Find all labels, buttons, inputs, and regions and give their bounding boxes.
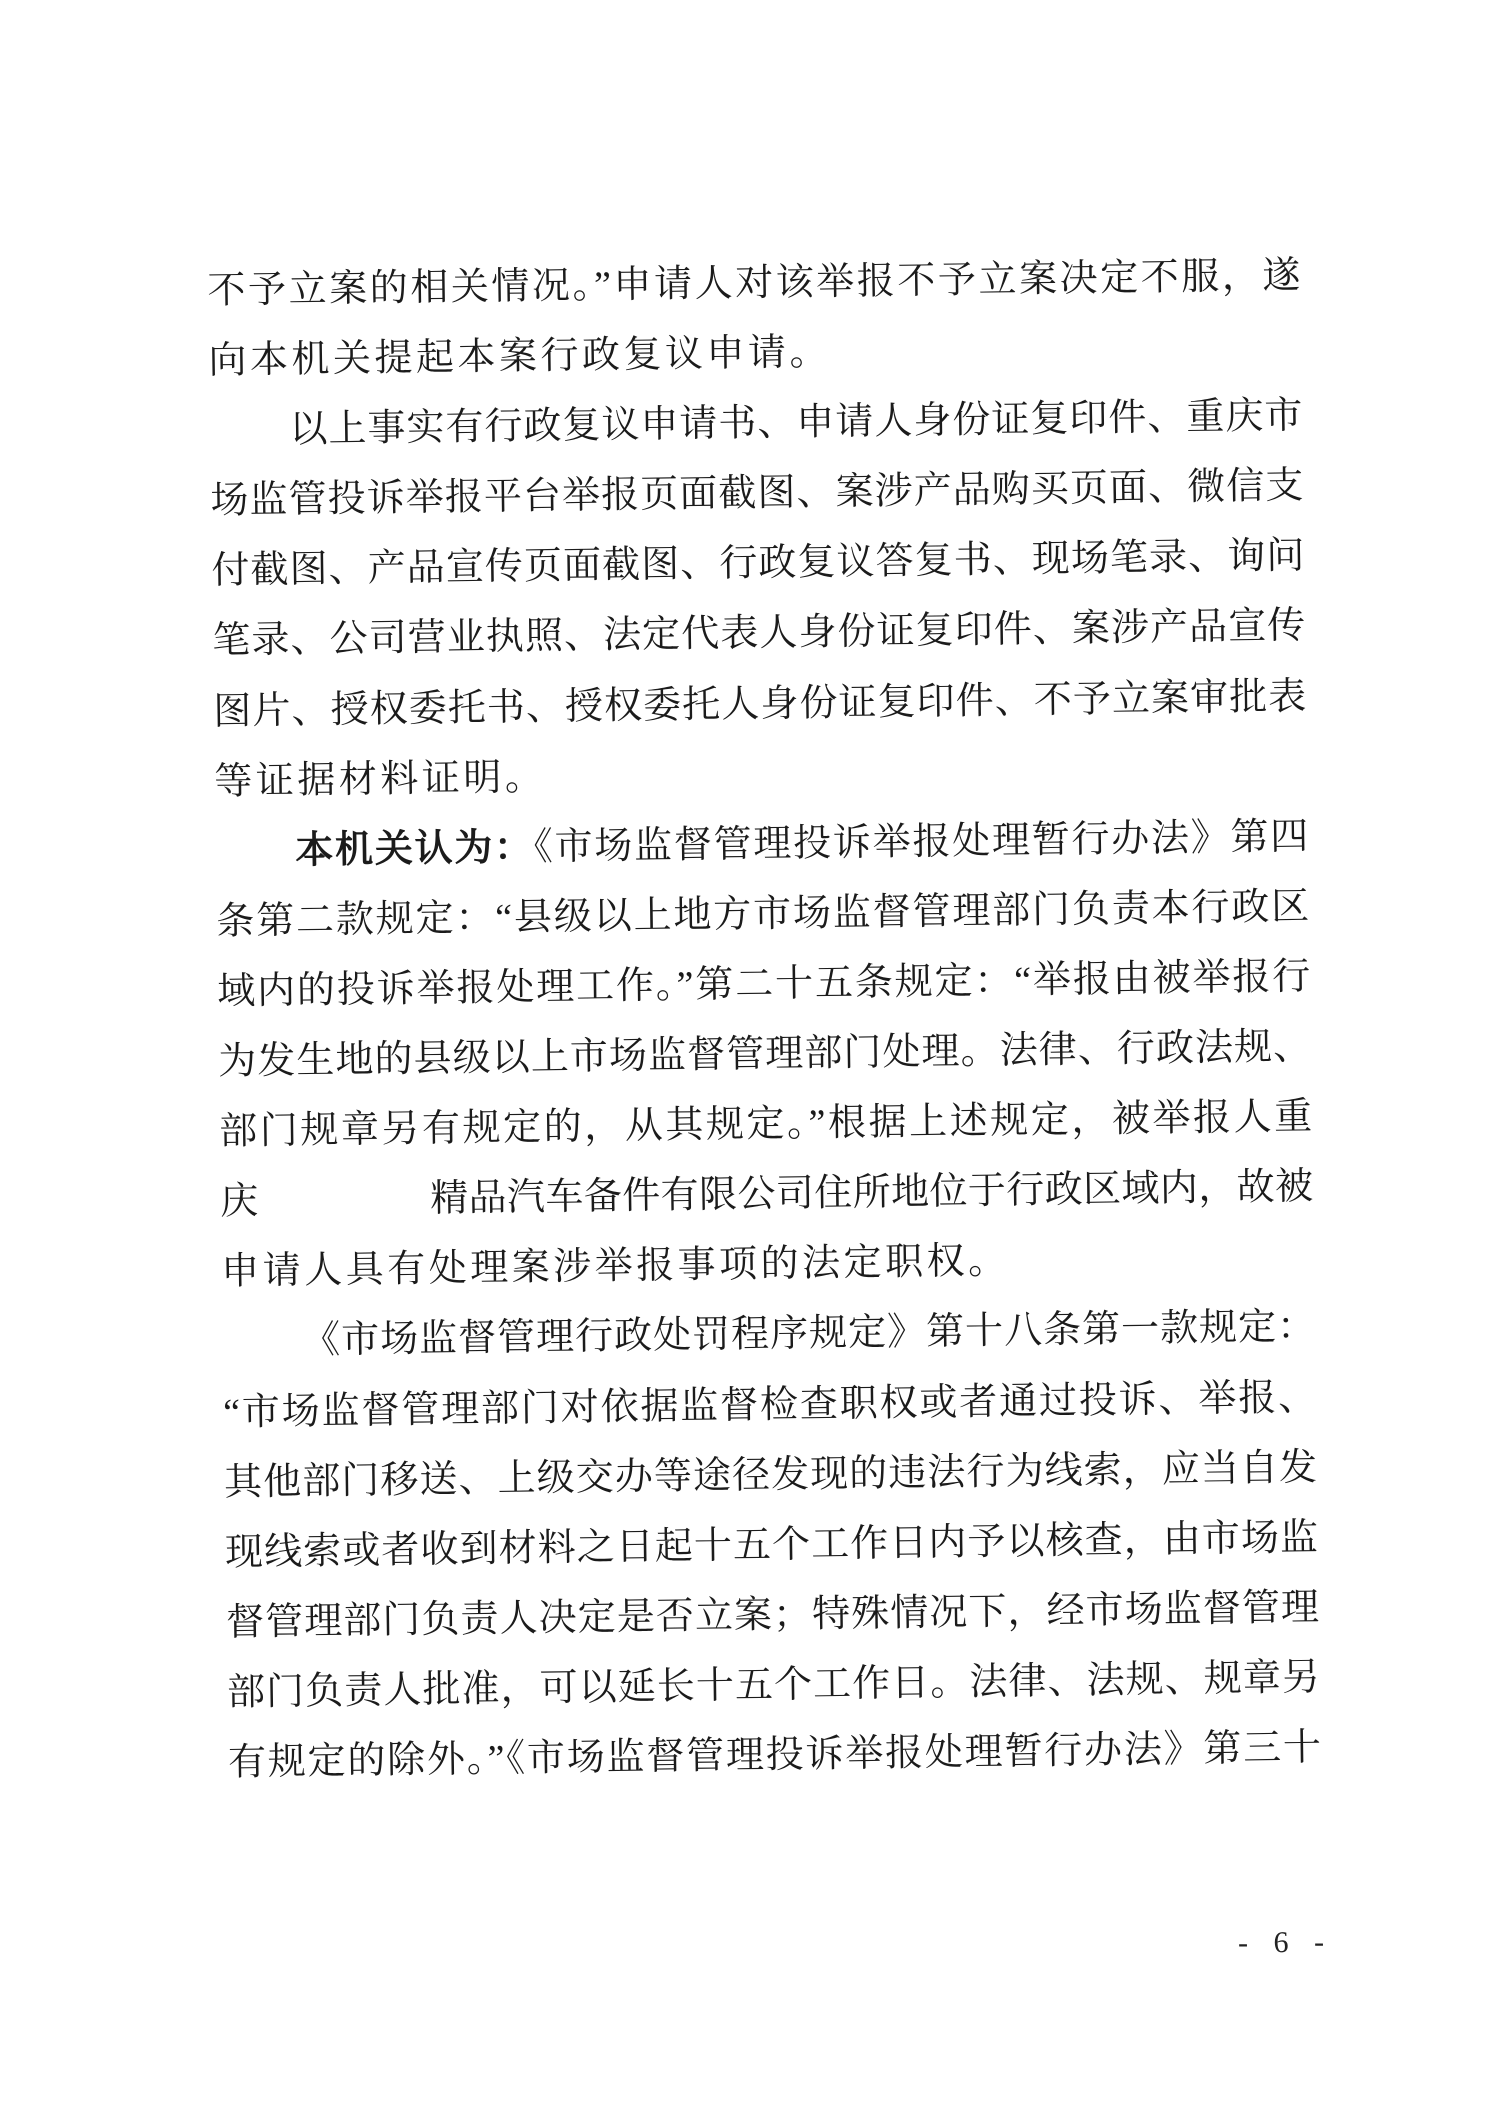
text-line: 不予立案的相关情况。”申请人对该举报不予立案决定不服，遂 — [207, 254, 1301, 312]
text-line: 域内的投诉举报处理工作。”第二十五条规定：“举报由被举报行 — [216, 955, 1311, 1013]
text-line-paragraph-start: 《市场监督管理行政处罚程序规定》第十八条第一款规定： — [301, 1306, 1316, 1363]
text-line: 有规定的除外。”《市场监督管理投诉举报处理暂行办法》第三十 — [227, 1726, 1322, 1784]
redaction-gap — [258, 1164, 431, 1236]
text-run: 精品汽车备件有限公司住所地位于行政区域内，故被 — [429, 1165, 1314, 1221]
text-line: 图片、授权委托书、授权委托人身份证复印件、不予立案审批表 — [213, 675, 1307, 733]
text-line: 部门负责人批准，可以延长十五个工作日。法律、法规、规章另 — [226, 1656, 1321, 1714]
text-line: 为发生地的县级以上市场监督管理部门处理。法律、行政法规、 — [217, 1025, 1312, 1083]
text-line-paragraph-start: 以上事实有行政复议申请书、申请人身份证复印件、重庆市 — [289, 394, 1303, 452]
text-line: 其他部门移送、上级交办等途径发现的违法行为线索，应当自发 — [223, 1446, 1318, 1504]
text-line: 场监管投诉举报平台举报页面截图、案涉产品购买页面、微信支 — [210, 464, 1304, 523]
text-line: 督管理部门负责人决定是否立案；特殊情况下，经市场监督管理 — [225, 1586, 1320, 1644]
text-line: 条第二款规定：“县级以上地方市场监督管理部门负责本行政区 — [216, 885, 1310, 943]
text-line: 等证据材料证明。 — [214, 755, 547, 803]
bold-lead-in: 本机关认为： — [295, 826, 535, 872]
text-line: 向本机关提起本案行政复议申请。 — [208, 331, 832, 383]
text-line: 申请人具有处理案涉举报事项的法定职权。 — [220, 1240, 1010, 1294]
text-line: 部门规章另有规定的，从其规定。”根据上述规定，被举报人重 — [218, 1095, 1313, 1154]
text-line: 笔录、公司营业执照、法定代表人身份证复印件、案涉产品宣传 — [212, 605, 1306, 663]
text-run: 《市场监督管理投诉举报处理暂行办法》第四 — [533, 815, 1309, 869]
text-line: “市场监督管理部门对依据监督检查职权或者通过投诉、举报、 — [222, 1376, 1317, 1434]
document-body — [207, 241, 1321, 1798]
text-run: 庆 — [219, 1180, 259, 1224]
page-number: - 6 - — [1237, 1925, 1334, 1960]
text-line: 付截图、产品宣传页面截图、行政复议答复书、现场笔录、询问 — [211, 535, 1305, 593]
text-line: 现线索或者收到材料之日起十五个工作日内予以核查，由市场监 — [224, 1516, 1319, 1574]
